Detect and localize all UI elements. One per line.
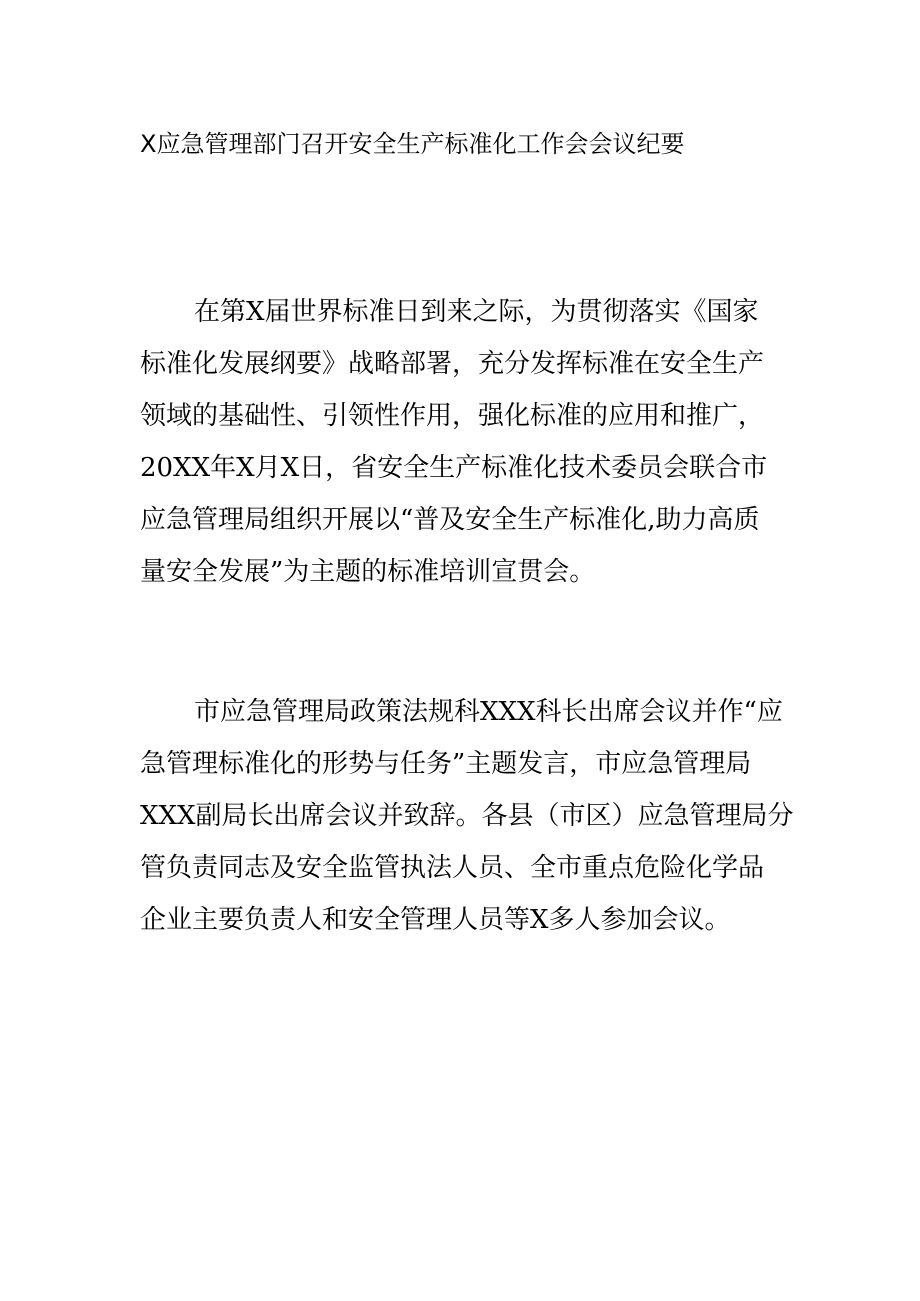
document-title: X应急管理部门召开安全生产标准化工作会会议纪要 — [140, 130, 685, 158]
paragraph-line: 企业主要负责人和安全管理人员等X多人参加会议。 — [140, 905, 731, 935]
paragraph-line: 应急管理局组织开展以“普及安全生产标准化,助力高质 — [140, 505, 760, 535]
paragraph-1 — [140, 286, 780, 598]
paragraph-line: 在第X届世界标准日到来之际，为贯彻落实《国家 — [194, 297, 759, 327]
paragraph-line: 急管理标准化的形势与任务”主题发言，市应急管理局 — [140, 749, 752, 779]
paragraph-line: 领域的基础性、引领性作用，强化标准的应用和推广， — [140, 401, 765, 431]
paragraph-line: 市应急管理局政策法规科XXX科长出席会议并作“应 — [194, 697, 783, 727]
paragraph-line: 管负责同志及安全监管执法人员、全市重点危险化学品 — [140, 853, 765, 883]
paragraph-line: XXX副局长出席会议并致辞。各县（市区）应急管理局分 — [140, 801, 794, 831]
paragraph-line: 量安全发展”为主题的标准培训宣贯会。 — [140, 557, 596, 587]
paragraph-2 — [140, 686, 794, 946]
paragraph-line: 20XX年X月X日，省安全生产标准化技术委员会联合市 — [140, 453, 768, 483]
paragraph-line: 标准化发展纲要》战略部署，充分发挥标准在安全生产 — [140, 349, 765, 379]
